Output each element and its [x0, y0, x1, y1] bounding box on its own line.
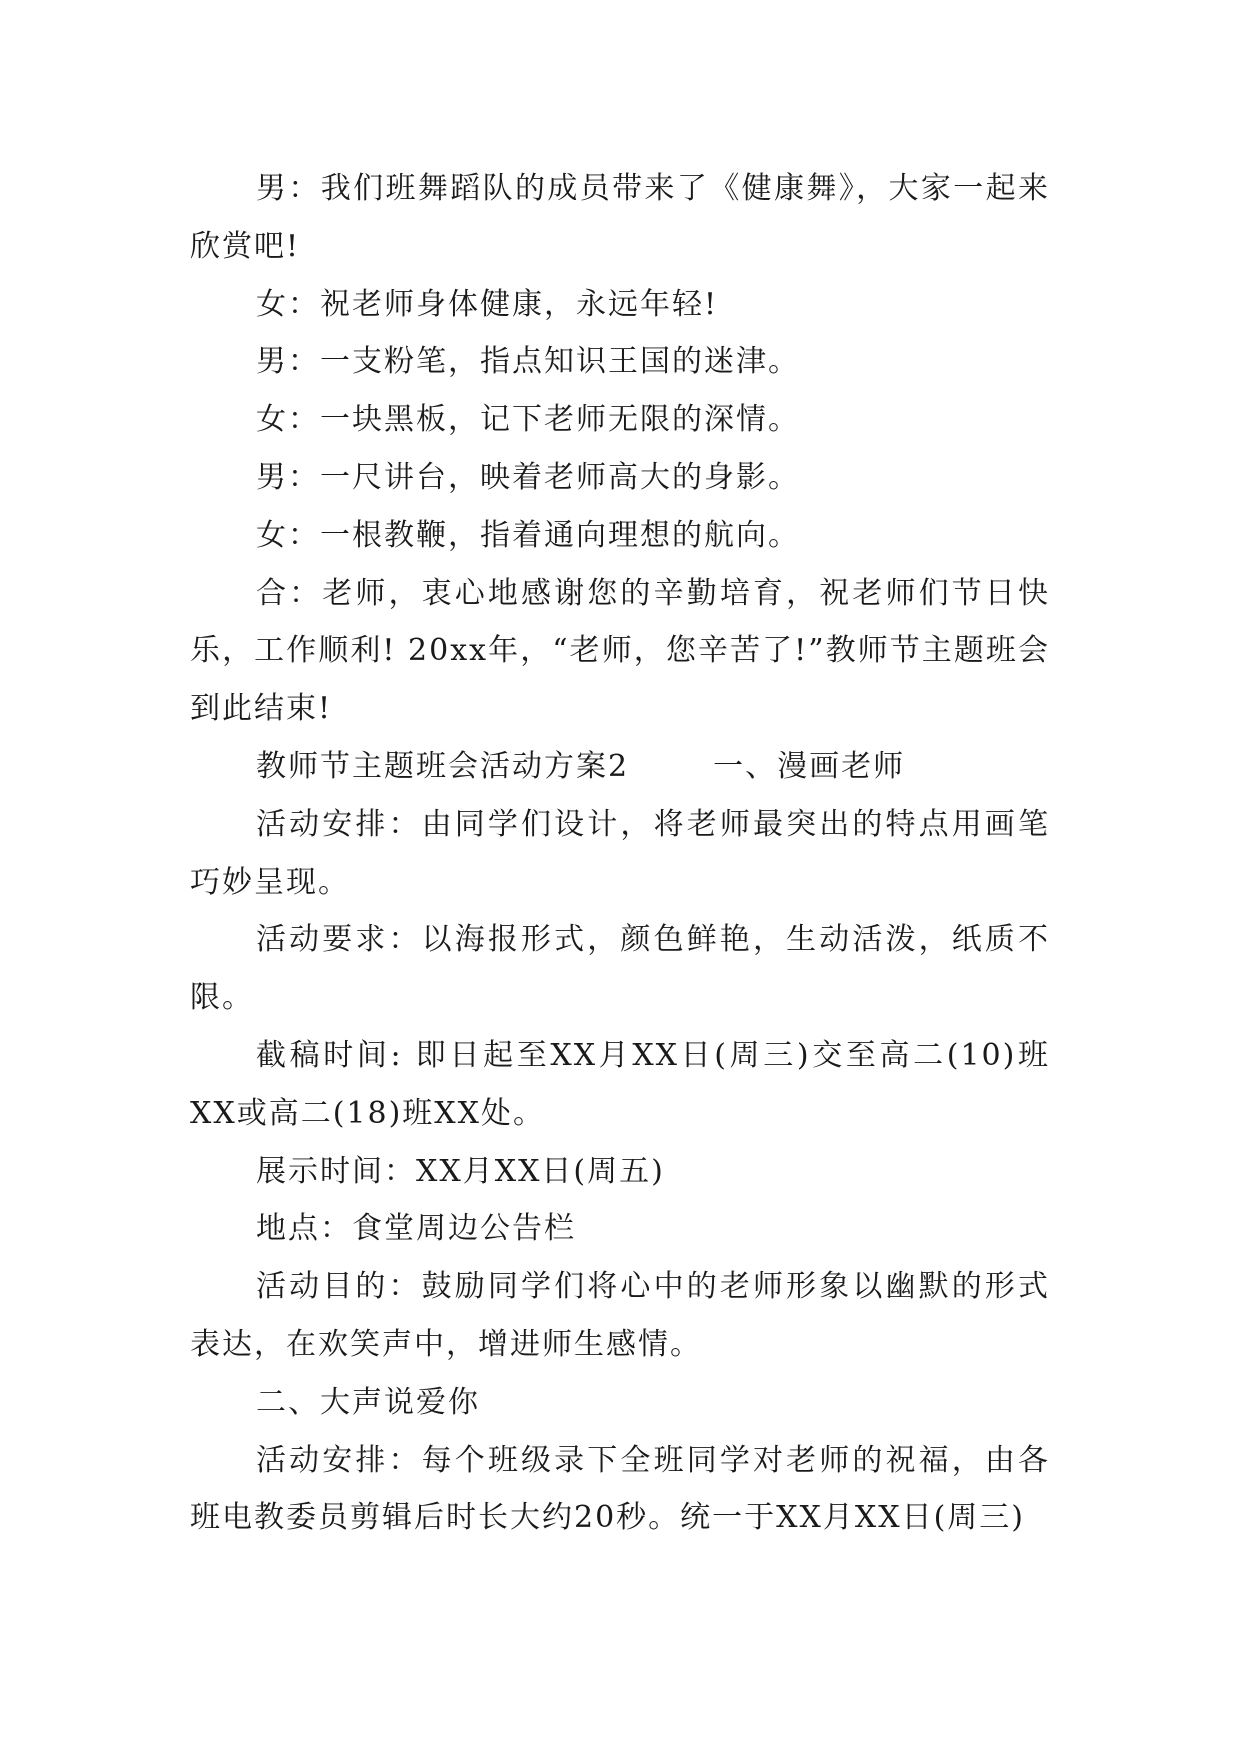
- paragraph-activity-purpose: 活动目的：鼓励同学们将心中的老师形象以幽默的形式表达，在欢笑声中，增进师生感情。: [190, 1269, 1050, 1362]
- paragraph-location: 地点：食堂周边公告栏: [256, 1211, 576, 1247]
- section-subtitle: 一、漫画老师: [713, 748, 906, 784]
- paragraph-activity-arrangement: 活动安排：由同学们设计，将老师最突出的特点用画笔巧妙呈现。: [190, 806, 1050, 900]
- paragraph-podium: 男：一尺讲台，映着老师高大的身影。: [256, 459, 800, 495]
- paragraph-activity-requirement: 活动要求：以海报形式，颜色鲜艳，生动活泼，纸质不限。: [190, 922, 1050, 1016]
- subheading-say-love: 二、大声说爱你: [256, 1384, 480, 1420]
- paragraph-deadline: 截稿时间: 即日起至XX月XX日(周三)交至高二(10)班XX或高二(18)班XX处。: [190, 1037, 1050, 1131]
- paragraph-wish-health: 女：祝老师身体健康，永远年轻!: [256, 286, 719, 322]
- paragraph-recording-arrangement: 活动安排：每个班级录下全班同学对老师的祝福，由各班电教委员剪辑后时长大约20秒。统一于XX月XX日(周三): [190, 1442, 1050, 1536]
- paragraph-chalk: 男：一支粉笔，指点知识王国的迷津。: [256, 344, 800, 380]
- document-body: [190, 160, 1050, 1547]
- paragraph-pointer: 女：一根教鞭，指着通向理想的航向。: [256, 517, 800, 553]
- paragraph-display-time: 展示时间：XX月XX日(周五): [256, 1153, 665, 1189]
- paragraph-blackboard: 女：一块黑板，记下老师无限的深情。: [256, 402, 800, 438]
- section-heading: [190, 738, 1050, 796]
- paragraph-closing: 合：老师，衷心地感谢您的辛勤培育，祝老师们节日快乐，工作顺利! 20xx年，“老师，您辛苦了!”教师节主题班会到此结束!: [190, 575, 1050, 727]
- paragraph-dance-intro: 男：我们班舞蹈队的成员带来了《健康舞》，大家一起来欣赏吧!: [190, 171, 1050, 264]
- section-title: 教师节主题班会活动方案2: [256, 748, 630, 784]
